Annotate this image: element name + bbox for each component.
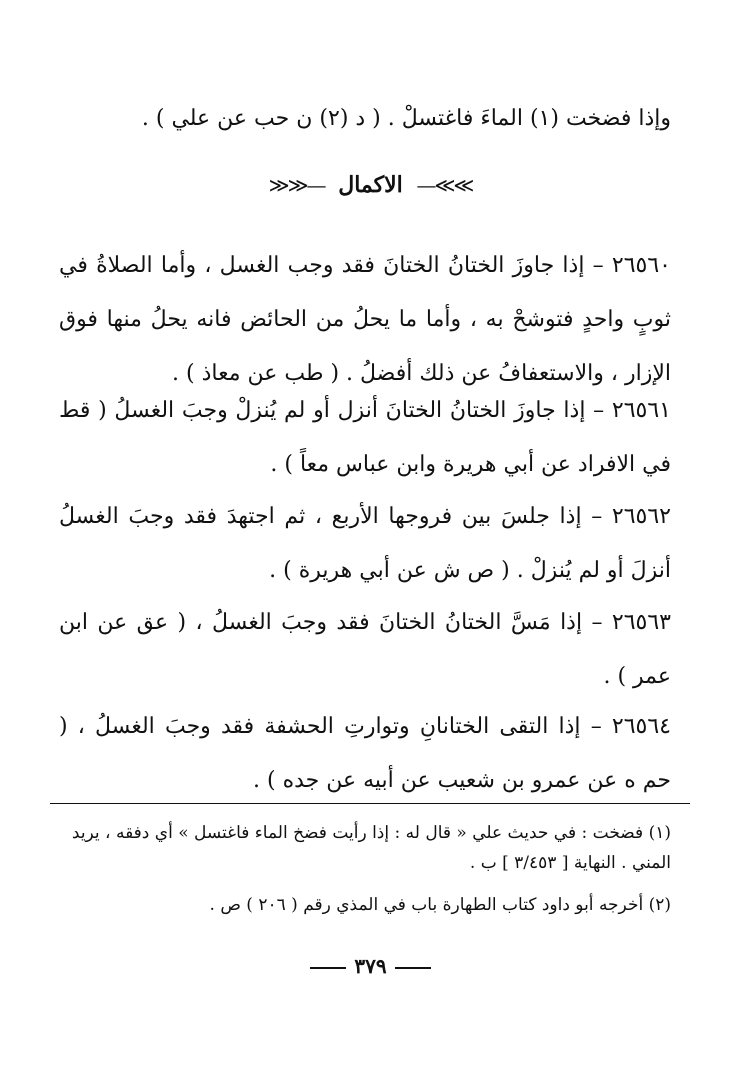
ornament-left-icon: —≪≪ <box>268 173 325 197</box>
page-number-text: ٣٧٩ <box>354 954 387 978</box>
page-number <box>0 952 741 980</box>
hadith-26564: ٢٦٥٦٤ – إذا التقى الختانانِ وتوارتِ الحشفة فقد وجبَ الغسلُ ، ( حم ه عن عمرو بن شعيب عن أبيه عن جده ) . <box>59 714 671 793</box>
top-line: وإذا فضخت (١) الماءَ فاغتسلْ . ( د (٢) ن حب عن علي ) . <box>141 106 671 131</box>
hadith-26561: ٢٦٥٦١ – إذا جاوزَ الختانُ الختانَ أنزل أو لم يُنزلْ وجبَ الغسلُ ( قط في الافراد عن أبي هريرة وابن عباس معاً ) . <box>59 398 671 477</box>
section-heading <box>0 168 741 202</box>
footnote-2: (٢) أخرجه أبو داود كتاب الطهارة باب في المذي رقم ( ٢٠٦ ) ص . <box>209 895 671 915</box>
footnote-1: (١) فضخت : في حديث علي « قال له : إذا رأيت فضخ الماء فاغتسل » أي دفقه ، يريد المني . النهاية [ ٣/٤٥٣ ] ب . <box>71 823 671 873</box>
hadith-26563: ٢٦٥٦٣ – إذا مَسَّ الختانُ الختانَ فقد وجبَ الغسلُ ، ( عق عن ابن عمر ) . <box>59 610 671 689</box>
dash-right <box>310 967 346 969</box>
hadith-26560: ٢٦٥٦٠ – إذا جاوزَ الختانُ الختانَ فقد وجب الغسل ، وأما الصلاةُ في ثوبٍ واحدٍ فتوشحْ به ، وأما ما يحلُ من الحائض فانه يحلُ منها فوق الإزار ، والاستعفافُ عن ذلك أفضلُ . ( طب عن معاذ ) . <box>59 253 671 386</box>
dash-left <box>395 967 431 969</box>
footnote-separator <box>50 803 690 804</box>
ornament-right-icon: ≫≫— <box>416 173 473 197</box>
section-heading-text: الاكمال <box>338 172 403 198</box>
hadith-26562: ٢٦٥٦٢ – إذا جلسَ بين فروجها الأربع ، ثم اجتهدَ فقد وجبَ الغسلُ أنزلَ أو لم يُنزلْ . ( ص ش عن أبي هريرة ) . <box>59 504 671 583</box>
